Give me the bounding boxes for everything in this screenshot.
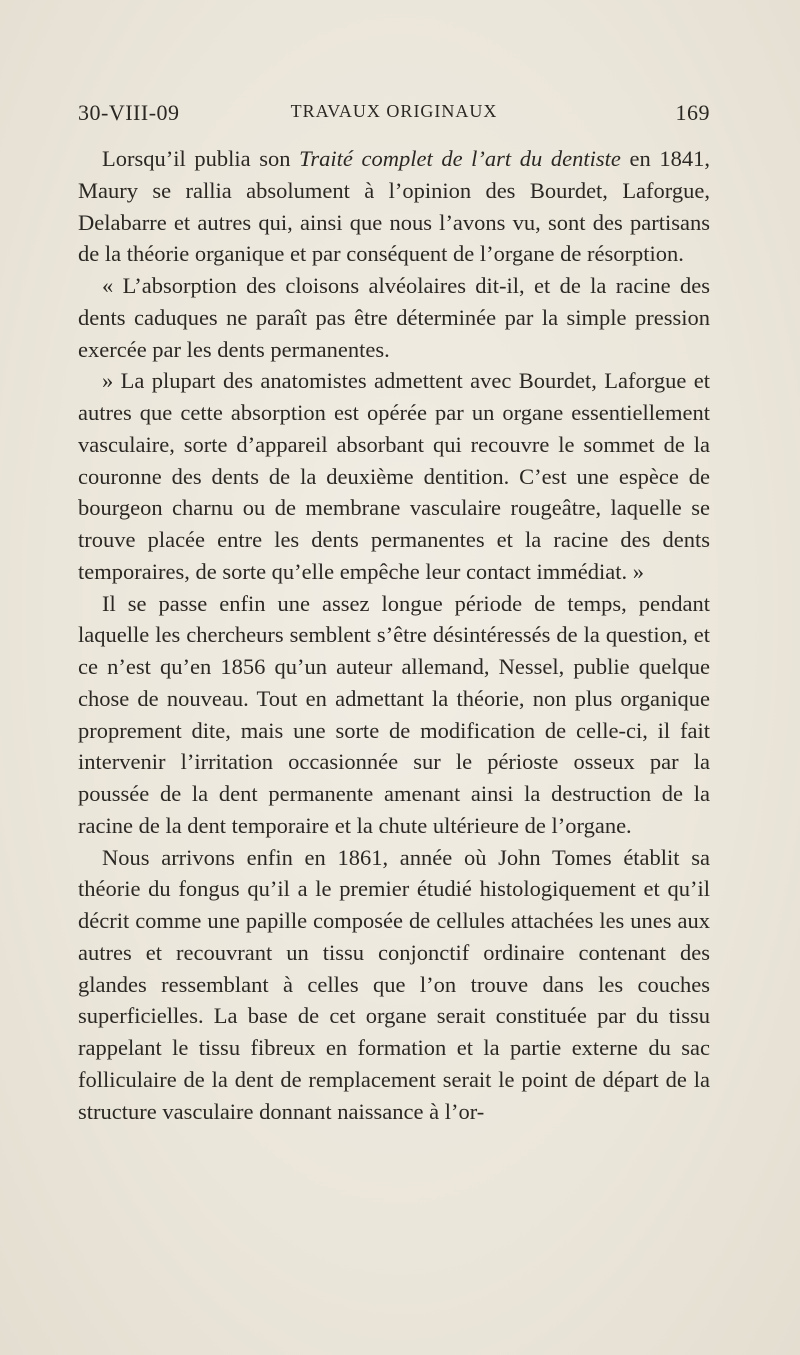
paragraph-2: « L’absorption des cloisons alvéolaires dit-il, et de la racine des dents caduques ne paraît pas être déterminée par la simple pression exercée par les dents permanentes. bbox=[78, 273, 710, 362]
paragraph-1-before: Lorsqu’il publia son bbox=[102, 146, 300, 171]
paragraph-3: » La plupart des anatomistes admettent avec Bourdet, Laforgue et autres que cette absorption est opérée par un organe essentiellement vasculaire, sorte d’appareil absorbant qui recouvre le sommet de la couronne des dents de la deuxième dentition. C’est une espèce de bourgeon charnu ou de membrane vasculaire rougeâtre, laquelle se trouve placée entre les dents permanentes et la racine des dents temporaires, de sorte qu’elle empêche leur contact immédiat. » bbox=[78, 368, 710, 584]
book-title-italic: Traité complet de l’art du dentiste bbox=[299, 146, 621, 171]
header-date: 30-VIII-09 bbox=[78, 100, 180, 125]
running-header bbox=[78, 100, 710, 130]
header-section-title: TRAVAUX ORIGINAUX bbox=[290, 101, 498, 121]
paragraph-1-after: en 1841, Maury se rallia absolument à l’opinion des Bourdet, Laforgue, Delabarre et autres qui, ainsi que nous l’avons vu, sont des partisans de la théorie organique et par conséquent de l’organe de résorption. bbox=[78, 146, 711, 267]
paragraph-4: Il se passe enfin une assez longue période de temps, pendant laquelle les chercheurs semblent s’être désintéressés de la question, et ce n’est qu’en 1856 qu’un auteur allemand, Nessel, publie quelque chose de nouveau. Tout en admettant la théorie, non plus organique proprement dite, mais une sorte de modification de celle-ci, il fait intervenir l’irritation occasionnée sur le périoste osseux par la poussée de la dent permanente amenant ainsi la destruction de la racine de la dent temporaire et la chute ultérieure de l’organe. bbox=[78, 590, 710, 838]
page-number: 169 bbox=[675, 100, 710, 125]
body-text bbox=[78, 143, 710, 1127]
paragraph-1 bbox=[78, 143, 710, 270]
paragraph-5: Nous arrivons enfin en 1861, année où John Tomes établit sa théorie du fongus qu’il a le premier étudié histologiquement et qu’il décrit comme une papille composée de cellules attachées les unes aux autres et recouvrant un tissu conjonctif ordinaire contenant des glandes ressemblant à celles que l’on trouve dans les couches superficielles. La base de cet organe serait constituée par du tissu rappelant le tissu fibreux en formation et la partie externe du sac folliculaire de la dent de remplacement serait le point de départ de la structure vasculaire donnant naissance à l’or- bbox=[78, 844, 710, 1124]
